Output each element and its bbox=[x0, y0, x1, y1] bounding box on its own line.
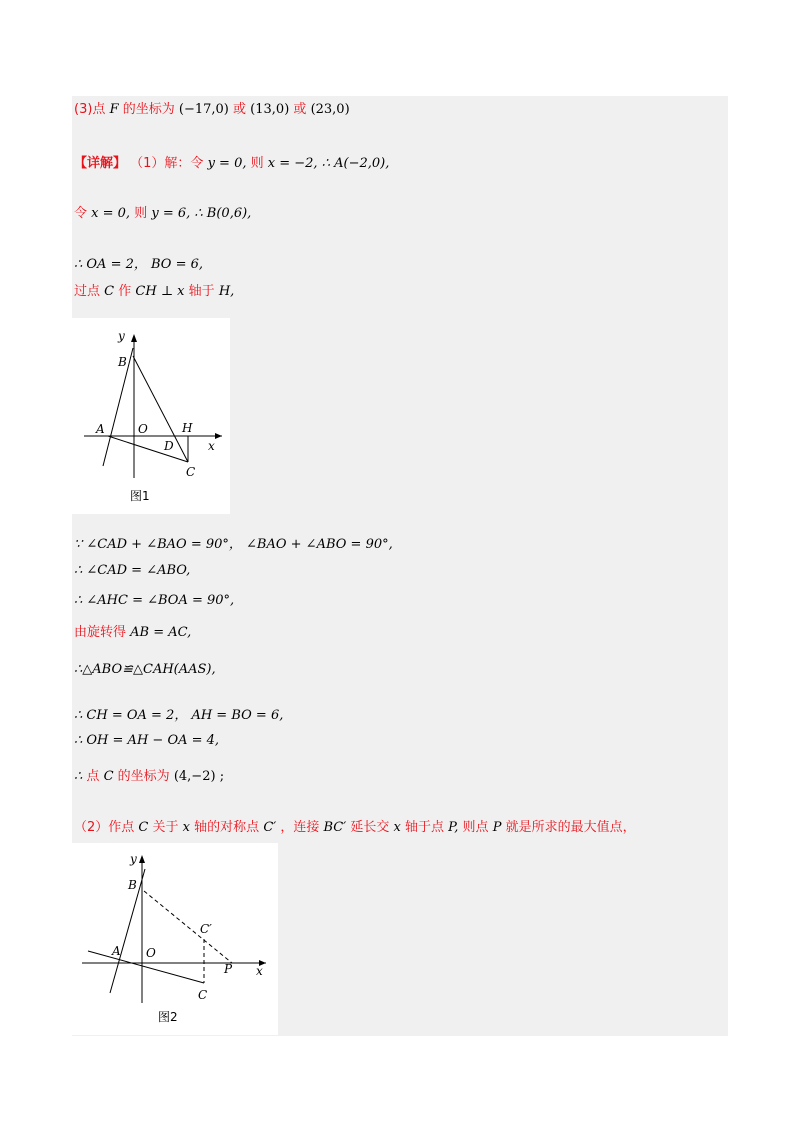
line-CH bbox=[74, 280, 234, 299]
p2-text-8: 就是所求的最大值点， bbox=[505, 820, 636, 835]
point-A: ∴ A(−2,0), bbox=[321, 156, 390, 171]
coord-word: 的坐标为 bbox=[117, 769, 170, 784]
eq-y0: y = 0, bbox=[207, 156, 247, 171]
coord-3: (23,0) bbox=[310, 102, 350, 117]
coord-C: (4,−2) bbox=[173, 769, 216, 784]
figure-2-svg bbox=[72, 843, 278, 1035]
axis-at: 轴于 bbox=[188, 284, 215, 299]
eq-x0: x = 0, bbox=[91, 206, 131, 221]
then-2: 则 bbox=[134, 206, 148, 221]
figure-2-caption: 图2 bbox=[158, 1010, 178, 1024]
p2-var-C: C bbox=[138, 820, 149, 835]
p2-var-x: x bbox=[182, 820, 191, 835]
label-B: B bbox=[118, 355, 127, 369]
figure-1 bbox=[72, 318, 230, 514]
label-C-2: C bbox=[198, 988, 208, 1002]
step-1: （1）解：令 bbox=[130, 156, 204, 171]
expr-AB-AC: AB = AC, bbox=[130, 625, 192, 640]
var-F: F bbox=[109, 102, 119, 117]
let-2: 令 bbox=[74, 206, 88, 221]
p2-var-P2: P bbox=[492, 820, 502, 835]
p2-text-7: 则点 bbox=[462, 820, 489, 835]
label-y-2: y bbox=[130, 852, 137, 866]
p2-text-3: 轴的对称点 bbox=[194, 820, 260, 835]
point-B: ∴ B(0,6), bbox=[194, 206, 252, 221]
label-P: P bbox=[224, 962, 233, 976]
label-B-2: B bbox=[128, 878, 137, 892]
expr-CH: CH ⊥ x bbox=[135, 284, 185, 299]
label-Cp: C′ bbox=[200, 922, 212, 936]
var-C: C bbox=[104, 284, 115, 299]
answer-label: (3)点 bbox=[74, 102, 106, 117]
p2-text-5: 延长交 bbox=[350, 820, 390, 835]
p2-var-P: P, bbox=[448, 820, 459, 835]
therefore: ∴ bbox=[74, 769, 83, 784]
or-1: 或 bbox=[233, 102, 247, 117]
label-O: O bbox=[138, 422, 148, 436]
line-point-C bbox=[74, 765, 224, 784]
detail-label: 【详解】 bbox=[74, 156, 127, 171]
var-C2: C bbox=[103, 769, 114, 784]
through-point: 过点 bbox=[74, 284, 101, 299]
figure-2 bbox=[72, 843, 278, 1035]
point-word: 点 bbox=[86, 769, 100, 784]
dashed-BP bbox=[144, 891, 232, 963]
detail-line bbox=[74, 152, 389, 171]
x-arrow bbox=[215, 433, 222, 439]
label-O-2: O bbox=[146, 946, 156, 960]
coord-1: (−17,0) bbox=[178, 102, 229, 117]
y-arrow bbox=[131, 334, 137, 342]
by-rotation: 由旋转得 bbox=[74, 625, 127, 640]
line-OA-BO: ∴ OA = 2， BO = 6, bbox=[74, 257, 204, 272]
p2-var-x2: x bbox=[393, 820, 401, 835]
label-C: C bbox=[186, 465, 196, 479]
line-congruent: ∴△ABO≌△CAH(AAS), bbox=[74, 662, 216, 677]
make: 作 bbox=[118, 284, 132, 299]
then-1: 则 bbox=[250, 156, 264, 171]
line-CAD-ABO: ∴ ∠CAD = ∠ABO, bbox=[74, 563, 191, 578]
coord-2: (13,0) bbox=[250, 102, 290, 117]
answer-mid: 的坐标为 bbox=[122, 102, 175, 117]
eq-x: x = −2, bbox=[267, 156, 318, 171]
line-rotation bbox=[74, 621, 191, 640]
eq-y6: y = 6, bbox=[151, 206, 191, 221]
line-angles: ∵ ∠CAD + ∠BAO = 90°， ∠BAO + ∠ABO = 90°, bbox=[74, 537, 393, 552]
label-A: A bbox=[96, 422, 105, 436]
label-y: y bbox=[118, 329, 125, 343]
figure-1-svg bbox=[72, 318, 230, 514]
var-H: H, bbox=[218, 284, 235, 299]
semicolon: ; bbox=[219, 769, 225, 784]
label-D: D bbox=[164, 439, 174, 453]
part2-line bbox=[74, 816, 636, 835]
segment-BC bbox=[133, 356, 188, 462]
y-arrow-2 bbox=[139, 855, 145, 863]
label-x-2: x bbox=[256, 964, 263, 978]
line-CH-AH: ∴ CH = OA = 2， AH = BO = 6, bbox=[74, 708, 284, 723]
or-2: 或 bbox=[293, 102, 307, 117]
p2-text-4: ，连接 bbox=[280, 820, 320, 835]
p2-text-2: 关于 bbox=[152, 820, 179, 835]
label-H: H bbox=[182, 421, 193, 435]
label-x: x bbox=[208, 439, 215, 453]
p2-text-1: （2）作点 bbox=[74, 820, 135, 835]
line-AHC-BOA: ∴ ∠AHC = ∠BOA = 90°, bbox=[74, 593, 235, 608]
p2-var-BCp: BC′ bbox=[323, 820, 347, 835]
figure-1-caption: 图1 bbox=[130, 489, 150, 503]
p2-var-Cp: C′ bbox=[263, 820, 277, 835]
line-OH: ∴ OH = AH − OA = 4, bbox=[74, 733, 220, 748]
label-A-2: A bbox=[112, 944, 121, 958]
p2-text-6: 轴于点 bbox=[405, 820, 445, 835]
answer-part3 bbox=[74, 98, 350, 117]
line-B bbox=[74, 202, 251, 221]
